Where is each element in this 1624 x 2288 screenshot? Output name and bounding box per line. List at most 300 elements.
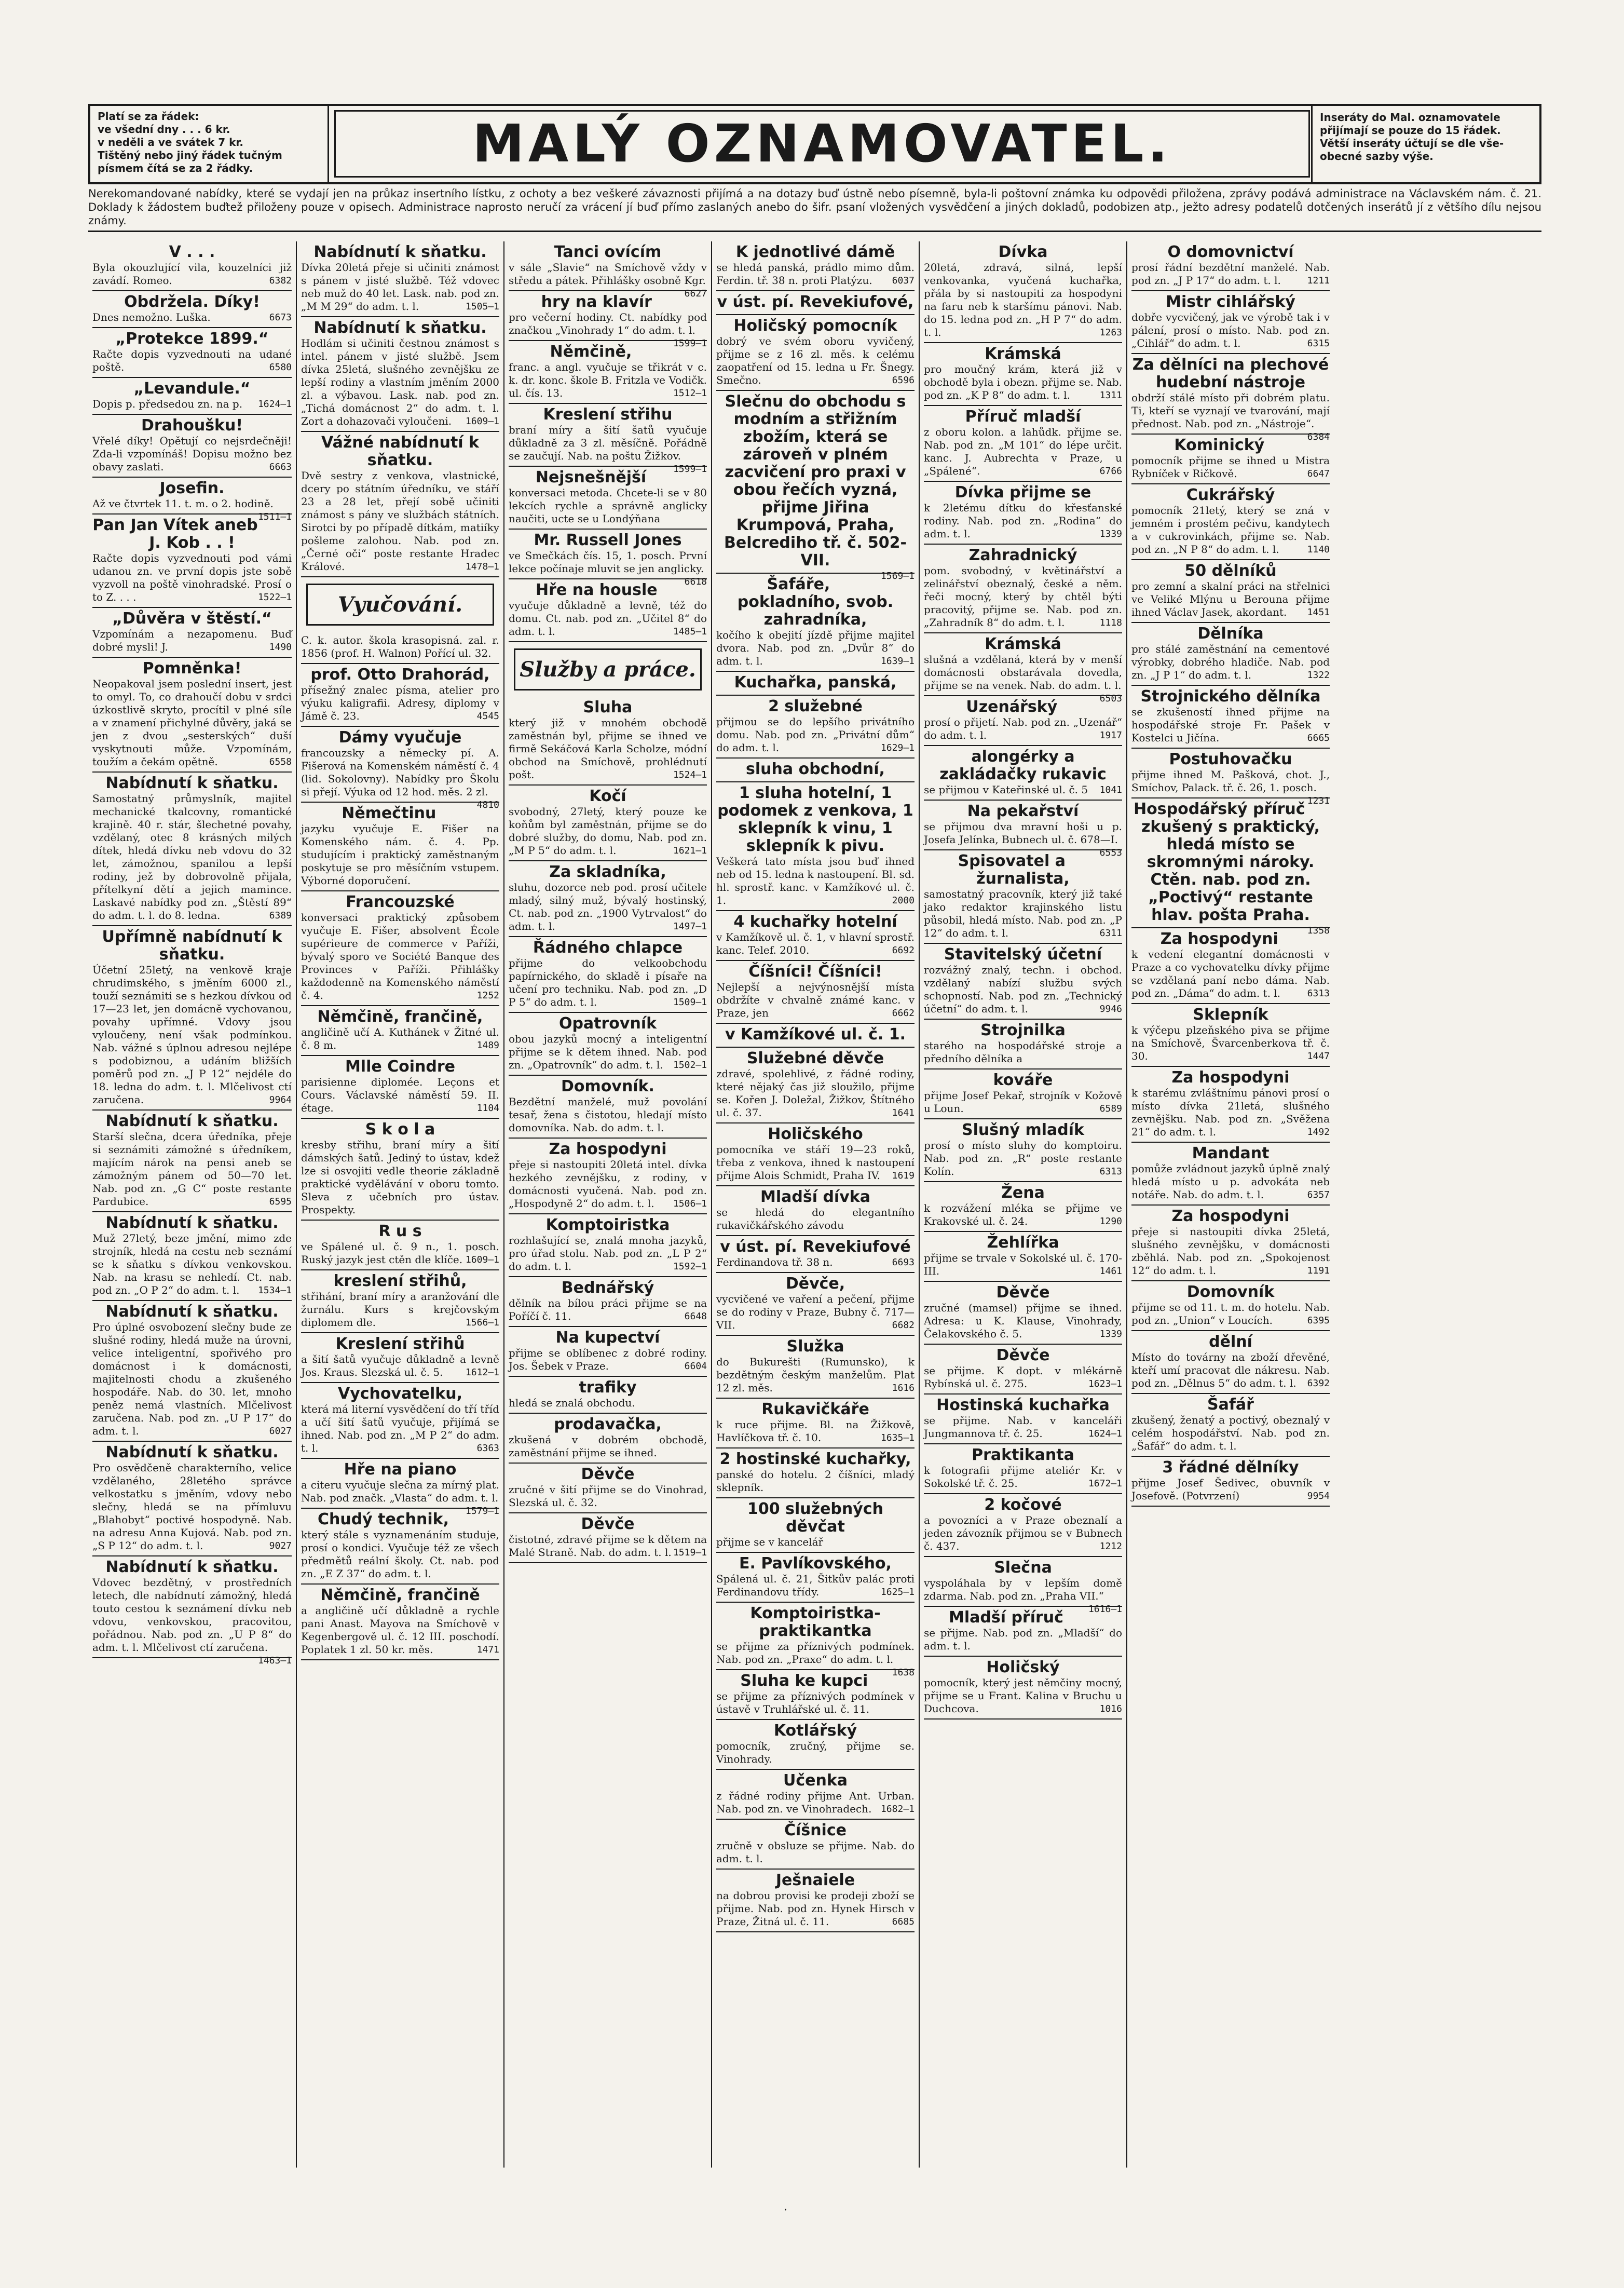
ad-body (716, 1206, 915, 1232)
ad-text: hledá se znalá obchodu. (509, 1397, 635, 1409)
ad-code: 1566—1 (465, 1317, 499, 1328)
ad-body (924, 783, 1122, 796)
ad-code: 1621—1 (673, 845, 707, 856)
ad-heading: Za skladníka, (549, 863, 666, 881)
ad-body (509, 1533, 707, 1559)
ad-body (92, 261, 292, 287)
ad-code: 1118 (1099, 617, 1122, 628)
ad-heading: Kuchařka, panská, (734, 673, 897, 692)
ad-heading: prof. Otto Drahorád, (310, 666, 490, 684)
ad-code: 9946 (1099, 1004, 1122, 1014)
ad-code: 1638 (892, 1667, 915, 1678)
classified-ad (924, 1069, 1122, 1119)
ad-code: 1339 (1099, 529, 1122, 539)
ad-heading: Obdržela. Díky! (124, 293, 260, 311)
ad-heading: Dívka přijme se (954, 483, 1091, 502)
classified-ad (92, 658, 292, 773)
ad-text: z oboru kolon. a lahůdk. přijme se. Nab. pod zn. „M 101“ do lépe určit. kanc. J. Aubrechta v Praze, u „Spálené“. (924, 426, 1122, 477)
ad-code: 1461 (1099, 1266, 1122, 1277)
ad-heading: Řádného chlapce (533, 939, 683, 957)
ad-body (924, 1039, 1122, 1065)
classified-ad (716, 241, 915, 291)
ad-body (1131, 1351, 1330, 1390)
ad-body (924, 1577, 1122, 1615)
classified-ad (716, 1236, 915, 1273)
ad-heading: Slečna (994, 1559, 1052, 1577)
ad-body (716, 1356, 915, 1395)
classified-ad (716, 1336, 915, 1399)
classified-ad (509, 861, 707, 937)
ad-body (924, 1202, 1122, 1228)
ad-heading: Číšníci! Číšníci! (748, 963, 882, 981)
ad-body (92, 792, 292, 922)
ad-heading: Za dělníci na plechové hudební nástroje (1132, 356, 1329, 391)
ad-heading: Mistr cihlářský (1166, 293, 1295, 311)
ad-column (88, 241, 296, 2168)
ad-body (1131, 261, 1330, 287)
classified-ad (716, 1498, 915, 1553)
classified-ad (716, 1820, 915, 1870)
ad-text: pomůže zvládnout jazyků úplně znalý hledá místo u p. advokáta neb notáře. Nab. do adm. t. l. (1131, 1162, 1330, 1201)
classified-ad (716, 759, 915, 782)
ad-body (924, 1089, 1122, 1115)
ad-body (301, 911, 499, 1002)
ad-heading: Domovník. (561, 1077, 654, 1095)
ad-text: pro stálé zaměstnání na cementové výrobky, dobrého hladiče. Nab. pod zn. „J P 1“ do adm. t. l. (1131, 643, 1330, 681)
classified-ad (924, 633, 1122, 704)
ad-heading: v Kamžíkové ul. č. 1. (725, 1025, 906, 1044)
ad-heading: prodavačka, (554, 1415, 662, 1433)
ad-code: 1522—1 (257, 592, 292, 603)
ad-heading: Číšnice (784, 1821, 847, 1839)
ad-heading: Cukrářský (1186, 486, 1275, 504)
ad-text: Dívka 20letá přeje si učiniti známost s pánem v jisté službě. Též vdovec neb muž do 40 let. Lask. nab. pod zn. „M M 29“ do adm. t. l. (301, 261, 499, 313)
ad-heading: Na pekařství (967, 802, 1079, 820)
ad-text: zdravé, spolehlivé, z řádné rodiny, které nějaký čas již sloužilo, přijme se. Kořen J. Doležal, Žižkov, Štítného ul. č. 37. (716, 1067, 915, 1119)
ad-text: obdrží stálé místo při dobrém platu. Ti, kteří se vyznají ve tvarování, mají přednost. Nab. pod zn. „Nástroje“. (1131, 391, 1330, 430)
classified-ad (509, 1013, 707, 1076)
ad-text: se hledá panská, prádlo mimo dům. Ferdin. tř. 38 n. proti Platýzu. (716, 261, 915, 287)
ad-heading: Slušný mladík (962, 1121, 1084, 1139)
ad-heading: Děvče (581, 1465, 635, 1483)
ad-body (716, 855, 915, 907)
ad-body (92, 497, 292, 522)
ad-heading: v úst. pí. Revekiufové (720, 1238, 911, 1256)
ad-heading: Kominický (1174, 436, 1265, 454)
ad-body (92, 348, 292, 374)
classified-ad (924, 406, 1122, 482)
ad-body (509, 805, 707, 857)
ad-text: se přijmou dva mravní hoši u p. Josefa Jelínka, Bubnech ul. č. 678—I. (924, 820, 1122, 846)
ad-body (924, 1627, 1122, 1653)
ad-body (92, 1576, 292, 1666)
ad-heading: Šafář (1207, 1396, 1254, 1414)
ad-body (716, 1790, 915, 1816)
ad-text: Ferdinandova tř. 38 n. (716, 1256, 833, 1268)
section-title: MALÝ OZNAMOVATEL. (334, 110, 1310, 178)
ad-text: Račte dopis vyzvednouti pod vámi udanou zn. ve první dopis jste sobě vyzvoll na poště vinohradské. Prosí o to Z. . . . (92, 552, 292, 603)
ad-text: na dobrou provisi ke prodeji zboží se přijme. Nab. pod zn. Hynek Hirsch v Praze, Žitná ul. č. 11. (716, 1889, 915, 1928)
ad-heading: Mr. Russell Jones (534, 531, 682, 549)
classified-ad (924, 1119, 1122, 1182)
classified-ad (509, 467, 707, 530)
ad-body (716, 1067, 915, 1119)
ad-heading: Nejsnešnější (535, 468, 647, 486)
terms-line: Inseráty do Mal. oznamovatele (1320, 111, 1500, 124)
ad-heading: Slečnu do obchodu s modním a střižním zbožím, která se zároveň v plném zacvičení pro praxi v obou řečích vyzná, přijme Jiřina Krumpová, Praha, Belcrediho tř. č. 502-VII. (724, 392, 907, 570)
classified-ad (924, 545, 1122, 633)
ad-text: Účetní 25letý, na venkově kraje chrudimského, s jměním 6000 zl., touží seznámiti se s hezkou dívkou od 17—23 let, jen domácně vychovanou, povahy upřímné. Vdovy jsou vyloučeny, není však podmínkou. Nab. vážné s úplnou adresou nejlépe s podobiznou, a udáním bližších poměrů pod zn. „J P 12“ nejdéle do 18. ledna do adm. t. l. Mlčelivost ctí zaručena. (92, 964, 292, 1106)
ad-heading: S k o l a (365, 1120, 435, 1139)
ad-code: 6685 (892, 1916, 915, 1927)
ad-text: pomocník, zručný, přijme se. Vinohrady. (716, 1740, 915, 1765)
ad-heading: Pomněnka! (142, 659, 242, 678)
ad-text: Neopakoval jsem poslední insert, jest to omyl. To, co drahoučí dobu v srdci úzkostlivě skryto, procítil v plné síle a v znamení přichylné důvěry, jaká se jen z dvou „sesterských“ duší vyskytnouti může. Vzpomínám, toužím a čekám opětně. (92, 678, 292, 768)
ad-body (924, 653, 1122, 704)
ad-heading: Bednářský (561, 1279, 654, 1297)
ad-body (301, 1139, 499, 1216)
ad-body (301, 822, 499, 887)
classified-ad (509, 291, 707, 349)
ad-text: dobře vycvičený, jak ve výrobě tak i v pálení, prosí o místo. Nab. pod zn. „Cihlář“ do adm. t. l. (1131, 311, 1330, 349)
ad-code: 6673 (269, 312, 292, 323)
classified-ad (924, 343, 1122, 406)
classified-ad (716, 291, 915, 315)
classified-ad (92, 415, 292, 478)
ad-body (716, 1143, 915, 1182)
ad-text: k ruce přijme. Bl. na Žižkově, Havlíčkova tř. č. 10. (716, 1418, 915, 1444)
ad-code: 1252 (476, 990, 499, 1001)
ad-body (509, 1033, 707, 1072)
ad-body (924, 1302, 1122, 1341)
ad-text: se přijme. K dopt. v mlékárně Rybínská ul. č. 275. (924, 1364, 1122, 1390)
classified-ad (1131, 623, 1330, 686)
classified-ad (509, 341, 707, 404)
ad-body (1131, 1087, 1330, 1139)
ad-text: prosí řádní bezdětní manželé. Nab. pod zn. „J P 17“ do adm. t. l. (1131, 261, 1330, 287)
ad-code: 1672—1 (1088, 1478, 1122, 1489)
ad-heading: Mandant (1192, 1144, 1270, 1162)
ad-heading: 50 dělníků (1184, 562, 1277, 580)
ad-heading: Za hospodyni (1171, 1068, 1290, 1087)
ad-body (509, 1297, 707, 1323)
ad-body (92, 1232, 292, 1297)
ad-code: 1497—1 (673, 921, 707, 932)
ad-heading: R u s (378, 1222, 422, 1240)
ad-text: vyučuje důkladně a levně, též do domu. Ct. nab. pod zn. „Učitel 8“ do adm. t. l. (509, 599, 707, 638)
ad-text: kresby střihu, braní míry a šití dámských šatů. Jediný to ústav, kdež lze si osvojiti vedle theorie základně praktické vydělávání v oboru tomto. Sleva z učebních pro ústav. Prospekty. (301, 1139, 499, 1216)
ad-body (1131, 1477, 1330, 1502)
ad-code: 1451 (1307, 607, 1330, 618)
ad-heading: Tanci ovícím (554, 243, 662, 261)
ad-heading: v úst. pí. Revekiufové, (717, 293, 914, 311)
ad-code: 1489 (476, 1040, 499, 1051)
ad-body (301, 1290, 499, 1329)
ad-body (301, 747, 499, 810)
ad-code: 6382 (269, 275, 292, 286)
ad-heading: Nabídnutí k sňatku. (313, 243, 487, 261)
classified-ad (509, 937, 707, 1013)
classified-ad (1131, 291, 1330, 354)
ad-text: k rozvážení mléka se přijme ve Krakovské ul. č. 24. (924, 1202, 1122, 1227)
ad-column (1126, 241, 1334, 2168)
ad-heading: Na kupectví (555, 1329, 660, 1347)
ad-heading: Ješnaiele (775, 1871, 855, 1889)
ad-code: 1639—1 (880, 656, 915, 667)
ad-code: 6618 (684, 576, 707, 587)
ad-heading: Domovník (1186, 1283, 1275, 1301)
terms-line: obecné sazby výše. (1320, 150, 1434, 163)
ad-column (711, 241, 919, 2168)
ad-body (716, 335, 915, 387)
ad-body (301, 337, 499, 428)
classified-ad (716, 1870, 915, 1932)
ad-code: 1682—1 (880, 1804, 915, 1815)
classified-ad (924, 801, 1122, 858)
ad-code: 1623—1 (1088, 1378, 1122, 1389)
ad-body (716, 1889, 915, 1928)
ad-body (1131, 580, 1330, 619)
classified-ad (924, 1182, 1122, 1232)
ad-code: 1512—1 (673, 388, 707, 399)
ad-text: pomocník, který jest němčiny mocný, přijme se u Frant. Kalina v Bruchu u Duchcova. (924, 1676, 1122, 1715)
terms-line: přijímají se pouze do 15 řádek. (1320, 124, 1501, 137)
ad-text: zručně v obsluze se přijme. Nab. do adm. t. l. (716, 1839, 915, 1865)
ad-body (509, 361, 707, 400)
classified-ad (509, 1214, 707, 1277)
ad-text: pomocník přijme se ihned u Mistra Rybníček v Ričkově. (1131, 454, 1330, 480)
ad-heading: hry na klavír (541, 293, 652, 311)
classified-ad (92, 241, 292, 291)
ad-text: zkušený, ženatý a poctivý, obeznalý v celém hospodářství. Nab. pod zn. „Šafář“ do adm. t. l. (1131, 1414, 1330, 1452)
classified-ad (509, 697, 707, 786)
ad-heading: Kreslení střihů (335, 1335, 465, 1353)
classified-ad (1131, 1281, 1330, 1331)
ad-heading: Služebné děvče (746, 1049, 884, 1067)
ad-text: Až ve čtvrtek 11. t. m. o 2. hodině. (92, 497, 274, 510)
ad-text: Byla okouzlující vila, kouzelníci již zavádí. Romeo. (92, 261, 292, 287)
ad-code: 6357 (1307, 1189, 1330, 1200)
ad-heading: 2 hostinské kuchařky, (719, 1450, 911, 1468)
ad-body (1131, 1414, 1330, 1453)
ad-text: panské do hotelu. 2 číšníci, mladý sklepník. (716, 1468, 915, 1494)
ad-heading: Nabídnutí k sňatku. (105, 1558, 279, 1576)
ad-body (509, 1095, 707, 1134)
ad-heading: Nabídnutí k sňatku. (105, 1214, 279, 1232)
classified-ad (92, 478, 292, 522)
ad-heading: Nabídnutí k sňatku. (105, 774, 279, 792)
ad-code: 1506—1 (673, 1198, 707, 1209)
ad-text: k fotografii přijme ateliér Kr. v Sokolské tř. č. 25. (924, 1464, 1122, 1490)
classified-ad (301, 1585, 499, 1660)
ad-body (509, 1433, 707, 1459)
ad-code: 1635—1 (880, 1432, 915, 1443)
ad-text: Spálená ul. č. 21, Šitkův palác proti Ferdinandovu třídy. (716, 1573, 915, 1598)
ad-heading: Krámská (985, 345, 1061, 363)
ad-text: a citeru vyučuje slečna za mírný plat. Nab. pod značk. „Vlasta“ do adm. t. l. (301, 1479, 499, 1504)
ad-code: 1322 (1307, 670, 1330, 681)
newspaper-page (88, 104, 1541, 2181)
ad-heading: kreslení střihů, (333, 1272, 467, 1290)
classified-ad (509, 1076, 707, 1139)
ad-text: dobrý ve svém oboru vyvičený, přijme se z 16 zl. měs. k celému zaopatření od 15. ledna u Fr. Šnegy. Smečno. (716, 335, 915, 386)
ad-text: jazyku vyučuje E. Fišer na Komenského nám. č. 4. Pp. studujícím i praktický zaměstnaným poskytuje se pro měsíčním vstupem. Výborné doporučení. (301, 822, 499, 887)
section-banner: Vyučování. (306, 584, 494, 626)
classified-ad (301, 1056, 499, 1119)
classified-ad (716, 391, 915, 581)
classified-ad (716, 315, 915, 391)
ad-heading: O domovnictví (1167, 243, 1294, 261)
ad-code: 1231 (1307, 795, 1330, 806)
ad-heading: Strojnilka (980, 1021, 1066, 1039)
ad-heading: trafiky (579, 1378, 637, 1397)
ad-heading: „Levandule.“ (133, 380, 251, 398)
ad-heading: 2 kočové (984, 1496, 1062, 1514)
ad-text: která má literní vysvědčení do tří tříd a učí šití šatů vyučuje, přijímá se ihned. Nab. pod zn. „M P 2“ do adm. t. l. (301, 1403, 499, 1454)
ad-text: pomocník 21letý, který se zná v jemném i prostém pečivu, kandytech a v cukrovinkách, přijme se. Nab. pod zn. „N P 8“ do adm. t. l. (1131, 504, 1330, 556)
ad-heading: „Protekce 1899.“ (115, 330, 269, 348)
ad-text: Muž 27letý, beze jmění, mimo zde strojník, hledá na cestu neb seznámí se k sňatku s dívkou venkovskou. Nab. na krasu se nehledí. Ct. nab. pod zn. „O P 2“ do adm. t. l. (92, 1232, 292, 1296)
classified-ad (924, 1395, 1122, 1444)
classified-ad (92, 608, 292, 658)
ad-text: Dvě sestry z venkova, vlastnické, dcery po státním úředníku, ve stáří 23 a 28 let, přejí sobě učiniti známost s pány ve službách státních. Sirotci by po případě dítkám, matiíky pošleme zalohou. Nab. pod zn. „Černé oči“ poste restante Hradec Králové. (301, 469, 499, 573)
ad-text: obou jazyků mocný a inteligentní přijme se k dětem ihned. Nab. pod zn. „Opatrovník“ do adm. t. l. (509, 1033, 707, 1071)
price-line: Tištěný nebo jiný řádek tučným (98, 149, 282, 161)
ad-body (716, 1293, 915, 1332)
classified-ad (92, 1111, 292, 1212)
ad-heading: Uzenářský (966, 698, 1058, 716)
ad-text: pom. svobodný, v květinářství a zelinářství obeznalý, české a něm. řeči mocný, který by chtěl býti pracovitý, přijme se. Nab. pod zn. „Zahradník 8“ do adm. t. l. (924, 564, 1122, 629)
ad-code: 9954 (1307, 1491, 1330, 1501)
price-line: Platí se za řádek: (98, 110, 199, 123)
ad-code: 6692 (892, 945, 915, 956)
ad-heading: Upřímně nabídnutí k sňatku. (102, 928, 282, 964)
ad-text: vyspoláhala by v lepším domě zdarma. Nab. pod zn. „Praha VII.“ (924, 1577, 1122, 1602)
ad-heading: Učenka (783, 1771, 848, 1790)
classified-ad (509, 1513, 707, 1563)
ad-text: Místo do továrny na zboží dřevěné, kteří umí pracovat dle nákresu. Nab. pod zn. „Dělnus 5“ do adm. t. l. (1131, 1351, 1330, 1389)
classified-ad (924, 850, 1122, 944)
ad-heading: Stavitelský účetní (944, 945, 1102, 964)
classified-ad (716, 1603, 915, 1678)
ad-heading: Nabídnutí k sňatku. (105, 1443, 279, 1461)
ad-code: 6395 (1307, 1315, 1330, 1326)
ad-text: který již v mnohém obchodě zaměstnán byl, přijme se ihned ve firmě Sekáčová Karla Scholze, módní obchod na Smíchově, prohlédnutí pošt. (509, 716, 707, 781)
classified-ad (924, 1020, 1122, 1069)
ad-text: který stále s vyznamenáním studuje, prosí o kondici. Vyučuje též ze všech předmětů reální školy. Ct. nab. pod zn. „E Z 37“ do adm. t. l. (301, 1528, 499, 1580)
ad-text: přeje si nastoupiti 20letá intel. dívka hezkého zevnějšku, z rodiny, v domácnosti vyučená. Nab. pod zn. „Hospodyně 2“ do adm. t. l. (509, 1158, 707, 1210)
classified-ad (509, 1464, 707, 1513)
ad-text: ve Spálené ul. č. 9 n., 1. posch. Ruský jazyk jest ctěn dle klíče. (301, 1240, 499, 1266)
ad-text: C. k. autor. škola krasopisná. zal. r. 1856 (prof. H. Walnon) Pořící ul. 32. (301, 634, 499, 659)
classified-ad (924, 1444, 1122, 1494)
ad-text: zručné (mamsel) přijme se ihned. Adresa: u K. Klause, Vinohrady, Čelakovského č. 5. (924, 1302, 1122, 1340)
classified-ad (301, 727, 499, 810)
ad-text: francouzsky a německy pí. A. Fišerová na Komenském náměstí č. 4 (lid. Sokolovny). Nabídky pro Školu si přejí. Výuka od 12 hod. měs. 2 zl. (301, 747, 499, 798)
ad-code: 6503 (1099, 693, 1122, 704)
ad-code: 1140 (1307, 544, 1330, 555)
classified-ad (716, 782, 915, 911)
ad-text: pomocníka ve stáří 19—23 roků, třeba z venkova, ihned k nastoupení přijme Alois Schmidt, Praha IV. (716, 1143, 915, 1182)
ad-code: 1609—1 (465, 1254, 499, 1265)
classified-ad (1131, 1394, 1330, 1457)
ad-heading: Za hospodyni (1171, 1207, 1290, 1225)
ad-body (716, 1839, 915, 1865)
ad-body (509, 549, 707, 587)
ad-body (924, 1364, 1122, 1390)
classified-ad (301, 1270, 499, 1333)
ad-text: Nejlepší a nejvýnosnější místa obdržíte v chvalně známé kanc. v Praze, jen (716, 981, 915, 1019)
classified-ad (924, 1232, 1122, 1282)
classified-ad (1131, 241, 1330, 291)
ad-body (509, 1347, 707, 1373)
classified-ad (716, 961, 915, 1024)
masthead (88, 104, 1541, 184)
ad-body (716, 1468, 915, 1494)
ad-heading: 100 služebných děvčat (747, 1500, 883, 1536)
ad-code: 1917 (1099, 730, 1122, 741)
ad-text: konversaci metoda. Chcete-li se v 80 lekcích rychle a správně anglicky naučiti, ucte se u Londýňana (509, 486, 707, 525)
ad-body (924, 1139, 1122, 1178)
ad-code: 1625—1 (880, 1587, 915, 1597)
ad-body (301, 1528, 499, 1580)
ad-code: 1511—1 (257, 511, 292, 522)
ad-body (716, 261, 915, 287)
ad-code: 9964 (269, 1094, 292, 1105)
ad-heading: Holičský pomocník (733, 317, 897, 335)
classified-ad (301, 664, 499, 727)
ad-body (716, 1573, 915, 1599)
classified-ad (1131, 1331, 1330, 1394)
ad-body (716, 1418, 915, 1444)
classified-ad (92, 328, 292, 378)
classified-ad (509, 1277, 707, 1327)
ad-code: 1490 (269, 642, 292, 653)
ad-text: k 2letému dítku do křesťanské rodiny. Nab. pod zn. „Rodina“ do adm. t. l. (924, 502, 1122, 540)
ad-code: 1609—1 (465, 416, 499, 427)
ad-text: zručné v šití přijme se do Vinohrad, Slezská ul. č. 32. (509, 1483, 707, 1509)
ad-heading: Zahradnický (968, 546, 1077, 564)
ad-code: 1478—1 (465, 561, 499, 572)
ad-text: přijme se v kancelář (716, 1536, 824, 1548)
ad-text: samostatný pracovník, který již také jako redaktor krajinského listu působil, hledá místo. Nab. pod zn. „P 12“ do adm. t. l. (924, 888, 1122, 939)
classified-ad (1131, 354, 1330, 442)
ad-text: Starší slečna, dcera úředníka, přeje si seznámiti zámožné s úředníkem, majícím nárok na pensi aneb se zámožným pánem od 50—70 let. Nab. pod zn. „G C“ poste restante Pardubice. (92, 1130, 292, 1208)
ad-code: 1339 (1099, 1329, 1122, 1339)
ad-heading: Děvče (581, 1515, 635, 1533)
classified-ad (1131, 1067, 1330, 1143)
ad-body (509, 1234, 707, 1273)
ad-code: 6313 (1099, 1166, 1122, 1177)
classified-ad (924, 1282, 1122, 1345)
ad-code: 1592—1 (673, 1261, 707, 1272)
ad-code: 1104 (476, 1103, 499, 1114)
ad-code: 1502—1 (673, 1060, 707, 1071)
ad-text: přísežný znalec písma, atelier pro výuku kaligrafii. Adresy, diplomy v Jámě č. 23. (301, 684, 499, 722)
ad-text: přijme do velkoobchodu papírnického, do skladě i písaře na učení pro techniku. Nab. pod zn. „D P 5“ do adm. t. l. (509, 957, 707, 1008)
ad-code: 1263 (1099, 327, 1122, 338)
ad-heading: Francouzské (346, 893, 455, 911)
ad-heading: Dělníka (1197, 625, 1264, 643)
ad-text: kočího k obejití jízdě přijme majitel dvora. Nab. pod zn. „Dvůr 8“ do adm. t. l. (716, 629, 915, 667)
ad-body (509, 1158, 707, 1210)
ad-code: 6558 (269, 756, 292, 767)
classified-ad (1131, 1457, 1330, 1507)
ad-text: pro zemní a skalní práci na střelnici ve Veliké Mlýnu u Berouna přijme ihned Václav Jasek, akordant. (1131, 580, 1330, 618)
ad-heading: Nabídnutí k sňatku. (105, 1112, 279, 1130)
ad-code: 1311 (1099, 390, 1122, 401)
ad-text: se přijme. Nab. pod zn. „Mladší“ do adm. t. l. (924, 1627, 1122, 1652)
